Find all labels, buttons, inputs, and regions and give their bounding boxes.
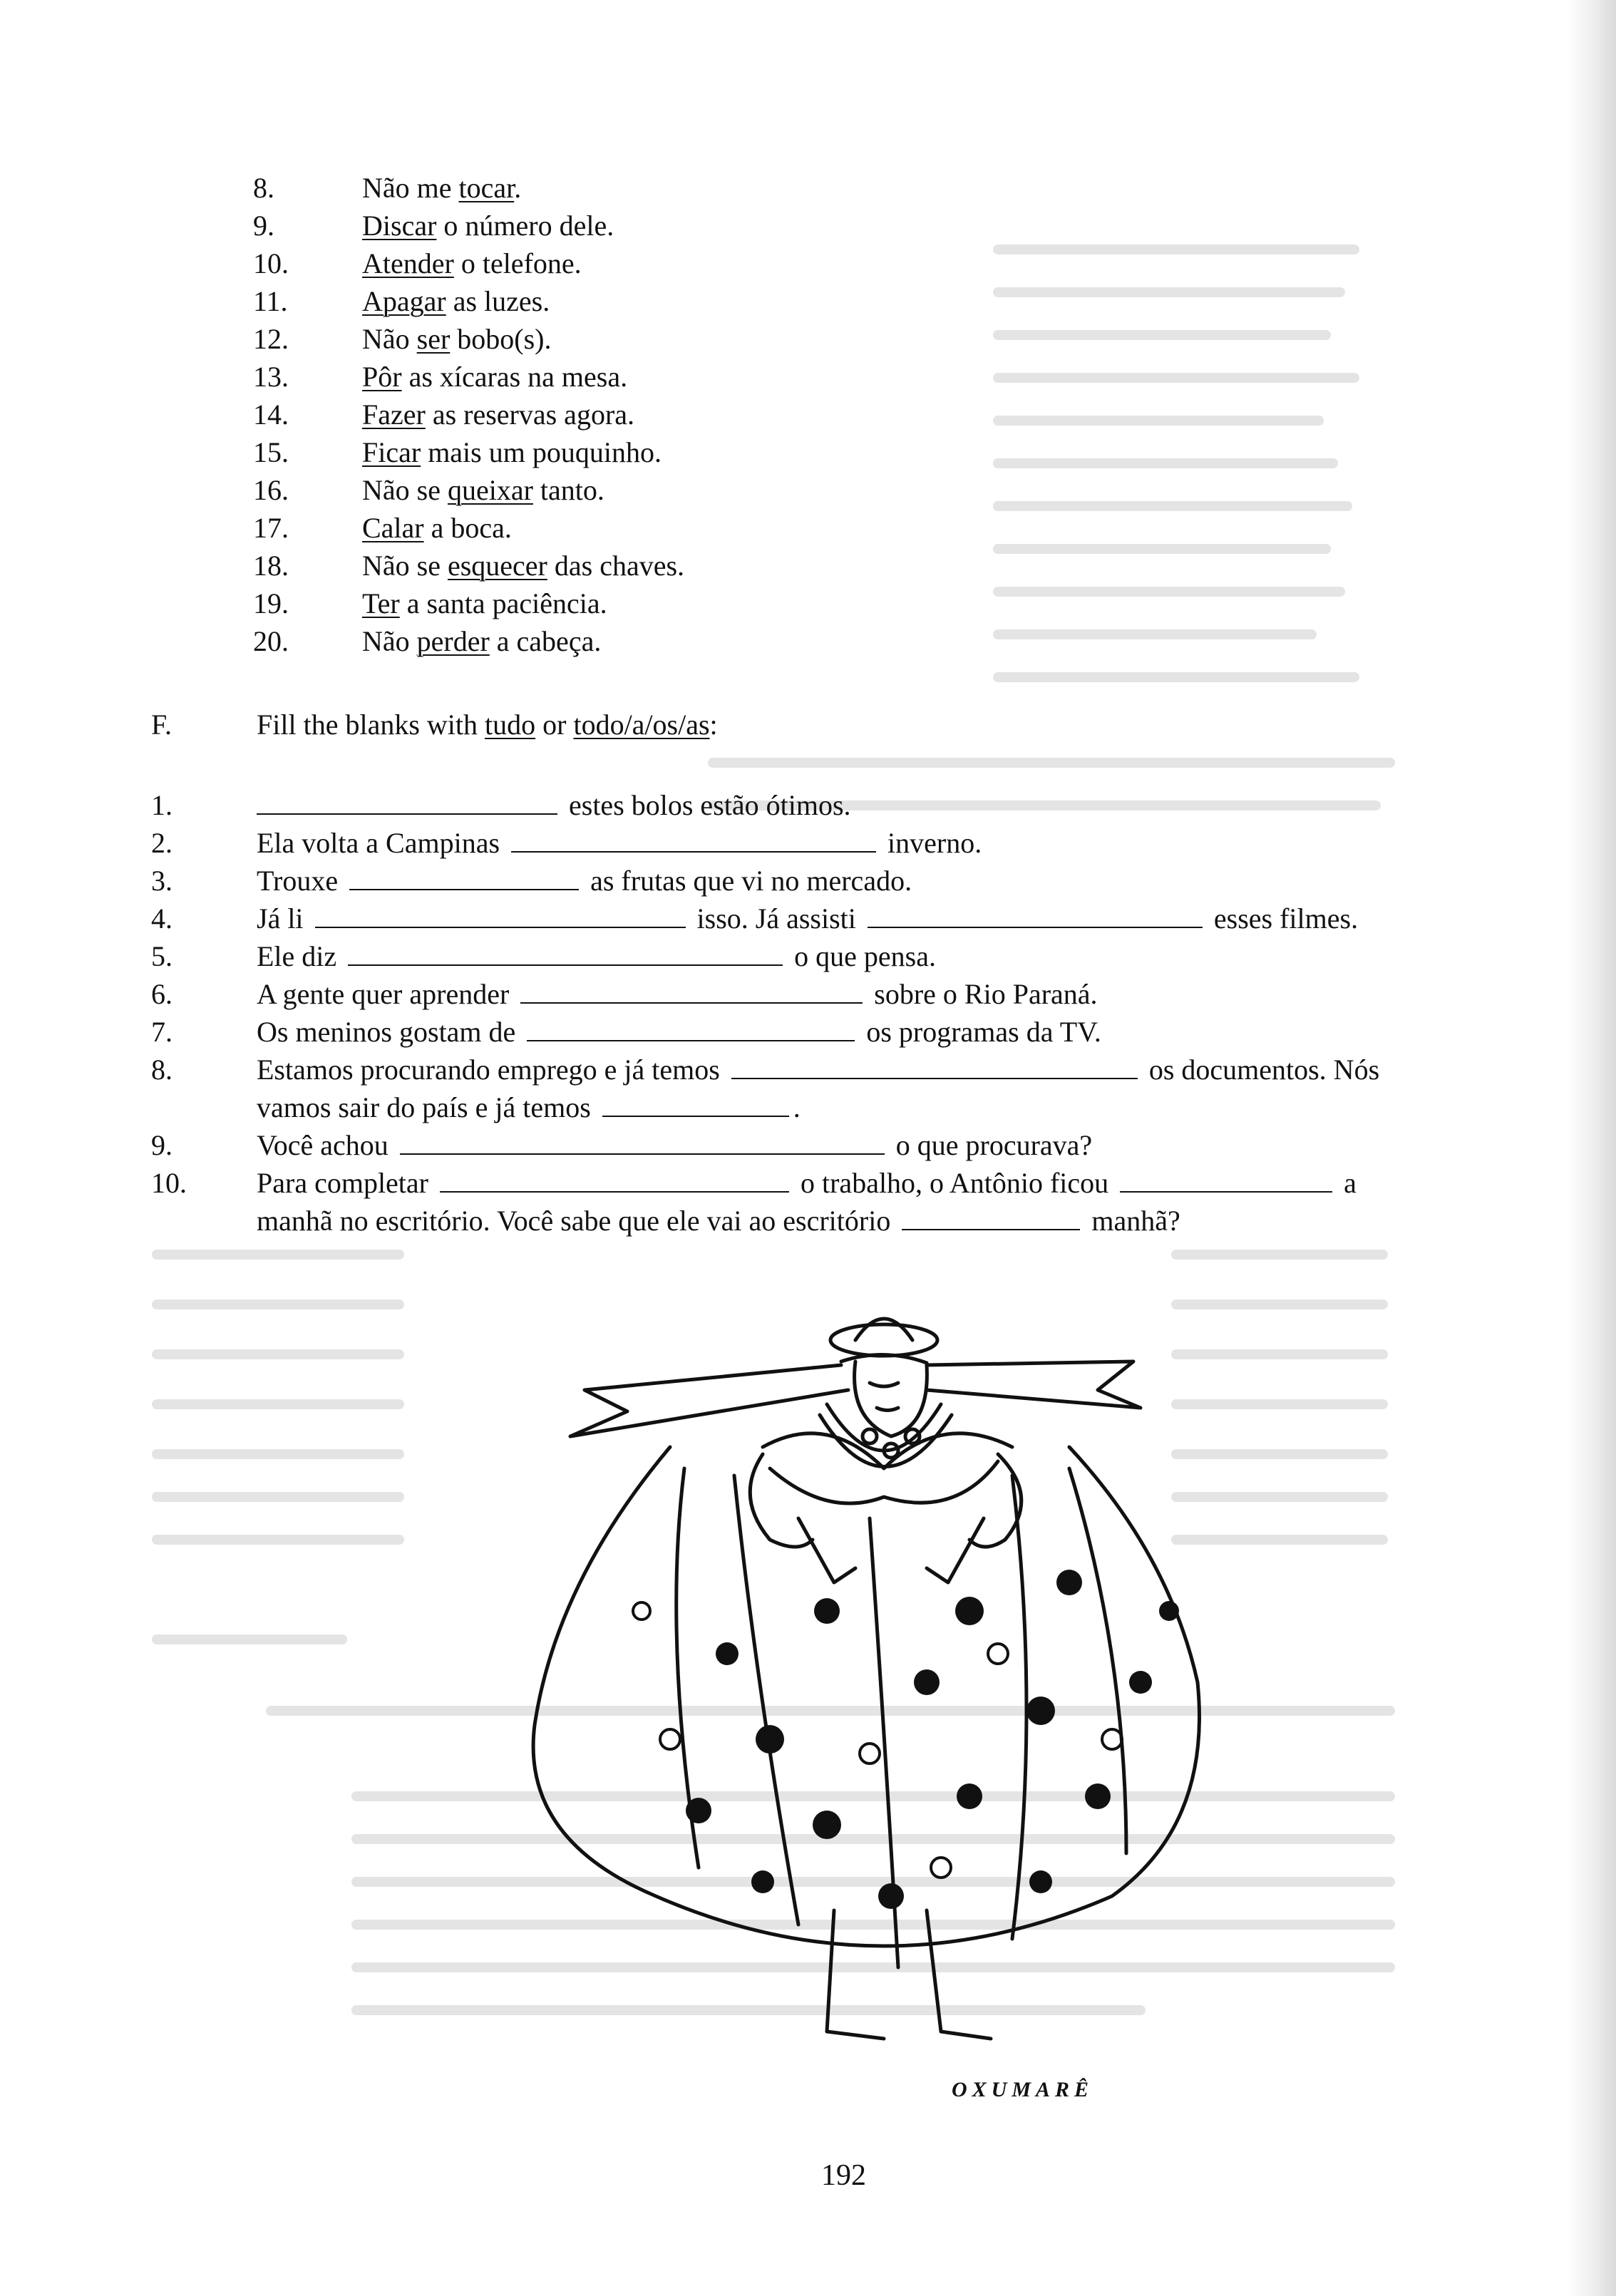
list-item-number: 16. bbox=[253, 474, 289, 506]
exercise-line: Estamos procurando emprego e já temos os documentos. Nós bbox=[257, 1054, 1380, 1086]
page-number: 192 bbox=[821, 2159, 866, 2192]
exercise-number: 5. bbox=[151, 940, 173, 972]
exercise-number: 9. bbox=[151, 1129, 173, 1161]
list-item-text: Não me tocar. bbox=[362, 172, 522, 204]
answer-blank[interactable] bbox=[440, 1167, 789, 1193]
exercise-line: estes bolos estão ótimos. bbox=[257, 788, 851, 823]
figure-caption: OXUMARÊ bbox=[952, 2078, 1094, 2101]
exercise-line: Ela volta a Campinas inverno. bbox=[257, 827, 982, 859]
answer-blank[interactable] bbox=[602, 1091, 789, 1117]
list-item-number: 11. bbox=[253, 285, 288, 317]
page-edge-shadow bbox=[1566, 0, 1616, 2296]
exercise-line: A gente quer aprender sobre o Rio Paraná. bbox=[257, 978, 1098, 1010]
exercise-line: Ele diz o que pensa. bbox=[257, 940, 936, 972]
section-instructions: Fill the blanks with tudo or todo/a/os/as: bbox=[257, 709, 718, 741]
list-item-number: 17. bbox=[253, 512, 289, 544]
list-item-text: Calar a boca. bbox=[362, 512, 512, 544]
exercise-line: Os meninos gostam de os programas da TV. bbox=[257, 1016, 1101, 1048]
list-item-text: Não perder a cabeça. bbox=[362, 625, 602, 657]
exercise-line: Você achou o que procurava? bbox=[257, 1129, 1093, 1161]
exercise-line: Para completar o trabalho, o Antônio ficou a bbox=[257, 1167, 1357, 1199]
answer-blank[interactable] bbox=[527, 1016, 855, 1041]
exercise-number: 2. bbox=[151, 827, 173, 859]
answer-blank[interactable] bbox=[902, 1205, 1080, 1230]
list-item-number: 9. bbox=[253, 210, 274, 242]
list-item-text: Ter a santa paciência. bbox=[362, 587, 607, 619]
list-item-number: 19. bbox=[253, 587, 289, 619]
answer-blank[interactable] bbox=[349, 865, 579, 890]
answer-blank[interactable] bbox=[315, 902, 686, 928]
exercise-number: 8. bbox=[151, 1054, 173, 1086]
list-item-number: 20. bbox=[253, 625, 289, 657]
section-letter: F. bbox=[151, 709, 173, 741]
exercise-line-continued: vamos sair do país e já temos . bbox=[257, 1091, 801, 1123]
oxumare-illustration bbox=[428, 1283, 1247, 2074]
exercise-line: Já li isso. Já assisti esses filmes. bbox=[257, 902, 1359, 935]
exercise-number: 10. bbox=[151, 1167, 187, 1199]
list-item-text: Apagar as luzes. bbox=[362, 285, 550, 317]
answer-blank[interactable] bbox=[1120, 1167, 1332, 1193]
list-item-number: 14. bbox=[253, 398, 289, 431]
answer-blank[interactable] bbox=[731, 1054, 1138, 1079]
exercise-number: 4. bbox=[151, 902, 173, 935]
list-item-number: 12. bbox=[253, 323, 289, 355]
list-item-text: Discar o número dele. bbox=[362, 210, 614, 242]
list-item-number: 13. bbox=[253, 361, 289, 393]
list-item-number: 8. bbox=[253, 172, 274, 204]
list-item-text: Não se esquecer das chaves. bbox=[362, 550, 685, 582]
exercise-number: 3. bbox=[151, 865, 173, 897]
list-item-text: Pôr as xícaras na mesa. bbox=[362, 361, 628, 393]
exercise-line-continued: manhã no escritório. Você sabe que ele vai ao escritório manhã? bbox=[257, 1205, 1180, 1237]
list-item-text: Não se queixar tanto. bbox=[362, 474, 604, 506]
answer-blank[interactable] bbox=[257, 789, 557, 815]
list-item-text: Ficar mais um pouquinho. bbox=[362, 436, 662, 468]
answer-blank[interactable] bbox=[348, 940, 783, 966]
list-item-number: 18. bbox=[253, 550, 289, 582]
list-item-text: Atender o telefone. bbox=[362, 247, 582, 279]
exercise-line: Trouxe as frutas que vi no mercado. bbox=[257, 865, 912, 897]
exercise-number: 6. bbox=[151, 978, 173, 1010]
answer-blank[interactable] bbox=[520, 978, 863, 1004]
list-item-text: Fazer as reservas agora. bbox=[362, 398, 635, 431]
answer-blank[interactable] bbox=[400, 1129, 885, 1155]
exercise-number: 7. bbox=[151, 1016, 173, 1048]
answer-blank[interactable] bbox=[511, 827, 876, 853]
list-item-number: 10. bbox=[253, 247, 289, 279]
answer-blank[interactable] bbox=[868, 902, 1203, 928]
list-item-number: 15. bbox=[253, 436, 289, 468]
list-item-text: Não ser bobo(s). bbox=[362, 323, 552, 355]
exercise-number: 1. bbox=[151, 789, 173, 821]
